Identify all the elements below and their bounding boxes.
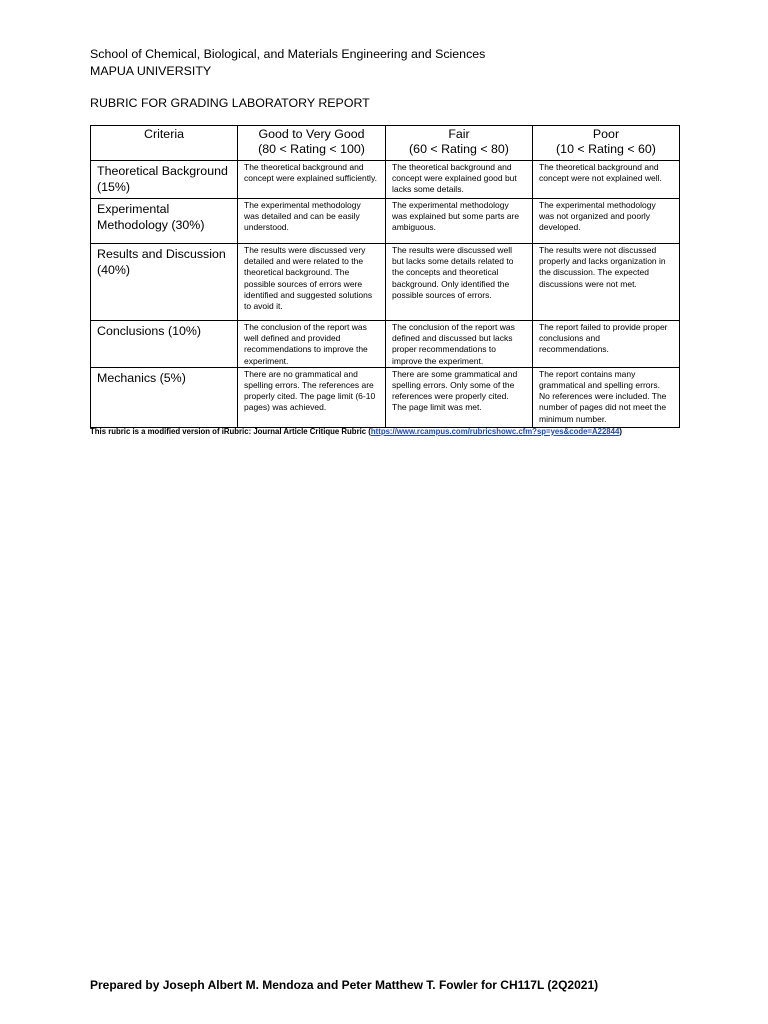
descriptor-poor: The report contains many grammatical and spelling errors. No references were included. The number of pages did not meet the minimum number.: [533, 367, 680, 427]
descriptor-fair: There are some grammatical and spelling errors. Only some of the references were properly cited. The page limit was met.: [386, 367, 533, 427]
descriptor-poor: The experimental methodology was not organized and poorly developed.: [533, 199, 680, 244]
university-name: MAPUA UNIVERSITY: [90, 64, 212, 78]
descriptor-poor: The report failed to provide proper conclusions and recommendations.: [533, 321, 680, 368]
level-name: Poor: [592, 127, 620, 141]
prepared-by-footer: Prepared by Joseph Albert M. Mendoza and Peter Matthew T. Fowler for CH117L (2Q2021): [90, 978, 599, 992]
criterion-label: Conclusions (10%): [91, 321, 238, 368]
descriptor-poor: The theoretical background and concept were not explained well.: [533, 161, 680, 199]
document-title: RUBRIC FOR GRADING LABORATORY REPORT: [90, 96, 370, 110]
descriptor-good: The conclusion of the report was well defined and provided recommendations to improve the experiment.: [238, 321, 386, 368]
footnote-close: ): [619, 427, 622, 436]
source-link[interactable]: https://www.rcampus.com/rubricshowc.cfm?sp=yes&code=A22844: [370, 427, 620, 436]
school-name: School of Chemical, Biological, and Materials Engineering and Sciences: [90, 47, 486, 61]
rubric-row-experimental-methodology: [91, 199, 680, 244]
level-header-poor: [533, 126, 680, 161]
descriptor-good: The results were discussed very detailed and were related to the theoretical background. The possible sources of errors were identified and suggested solutions to avoid it.: [238, 244, 386, 321]
level-header-good: [238, 126, 386, 161]
descriptor-poor: The results were not discussed properly and lacks organization in the discussion. The expected discussions were not met.: [533, 244, 680, 321]
rubric-row-conclusions: [91, 321, 680, 368]
level-header-fair: [386, 126, 533, 161]
rubric-row-results-and-discussion: [91, 244, 680, 321]
criterion-label: Mechanics (5%): [91, 367, 238, 427]
level-range: (60 < Rating < 80): [409, 142, 509, 156]
source-footnote: [90, 427, 622, 437]
level-range: (80 < Rating < 100): [258, 142, 365, 156]
footnote-text: This rubric is a modified version of iRubric: Journal Article Critique Rubric (: [90, 427, 371, 436]
descriptor-good: The experimental methodology was detailed and can be easily understood.: [238, 199, 386, 244]
level-name: Fair: [448, 127, 470, 141]
descriptor-fair: The theoretical background and concept were explained good but lacks some details.: [386, 161, 533, 199]
criteria-label: Criteria: [144, 127, 184, 141]
descriptor-fair: The conclusion of the report was defined and discussed but lacks proper recommendations to improve the experiment.: [386, 321, 533, 368]
criterion-label: Results and Discussion (40%): [91, 244, 238, 321]
level-range: (10 < Rating < 60): [556, 142, 656, 156]
descriptor-good: The theoretical background and concept were explained sufficiently.: [238, 161, 386, 199]
rubric-table: [90, 125, 680, 428]
rubric-row-theoretical-background: [91, 161, 680, 199]
rubric-header-row: [91, 126, 680, 161]
level-name: Good to Very Good: [258, 127, 365, 141]
criteria-column-header: [91, 126, 238, 161]
criterion-label: Theoretical Background (15%): [91, 161, 238, 199]
rubric-row-mechanics: [91, 367, 680, 427]
descriptor-fair: The experimental methodology was explained but some parts are ambiguous.: [386, 199, 533, 244]
descriptor-fair: The results were discussed well but lacks some details related to the concepts and theoretical background. Only identified the possible sources of errors.: [386, 244, 533, 321]
descriptor-good: There are no grammatical and spelling errors. The references are properly cited. The page limit (6-10 pages) was achieved.: [238, 367, 386, 427]
criterion-label: Experimental Methodology (30%): [91, 199, 238, 244]
